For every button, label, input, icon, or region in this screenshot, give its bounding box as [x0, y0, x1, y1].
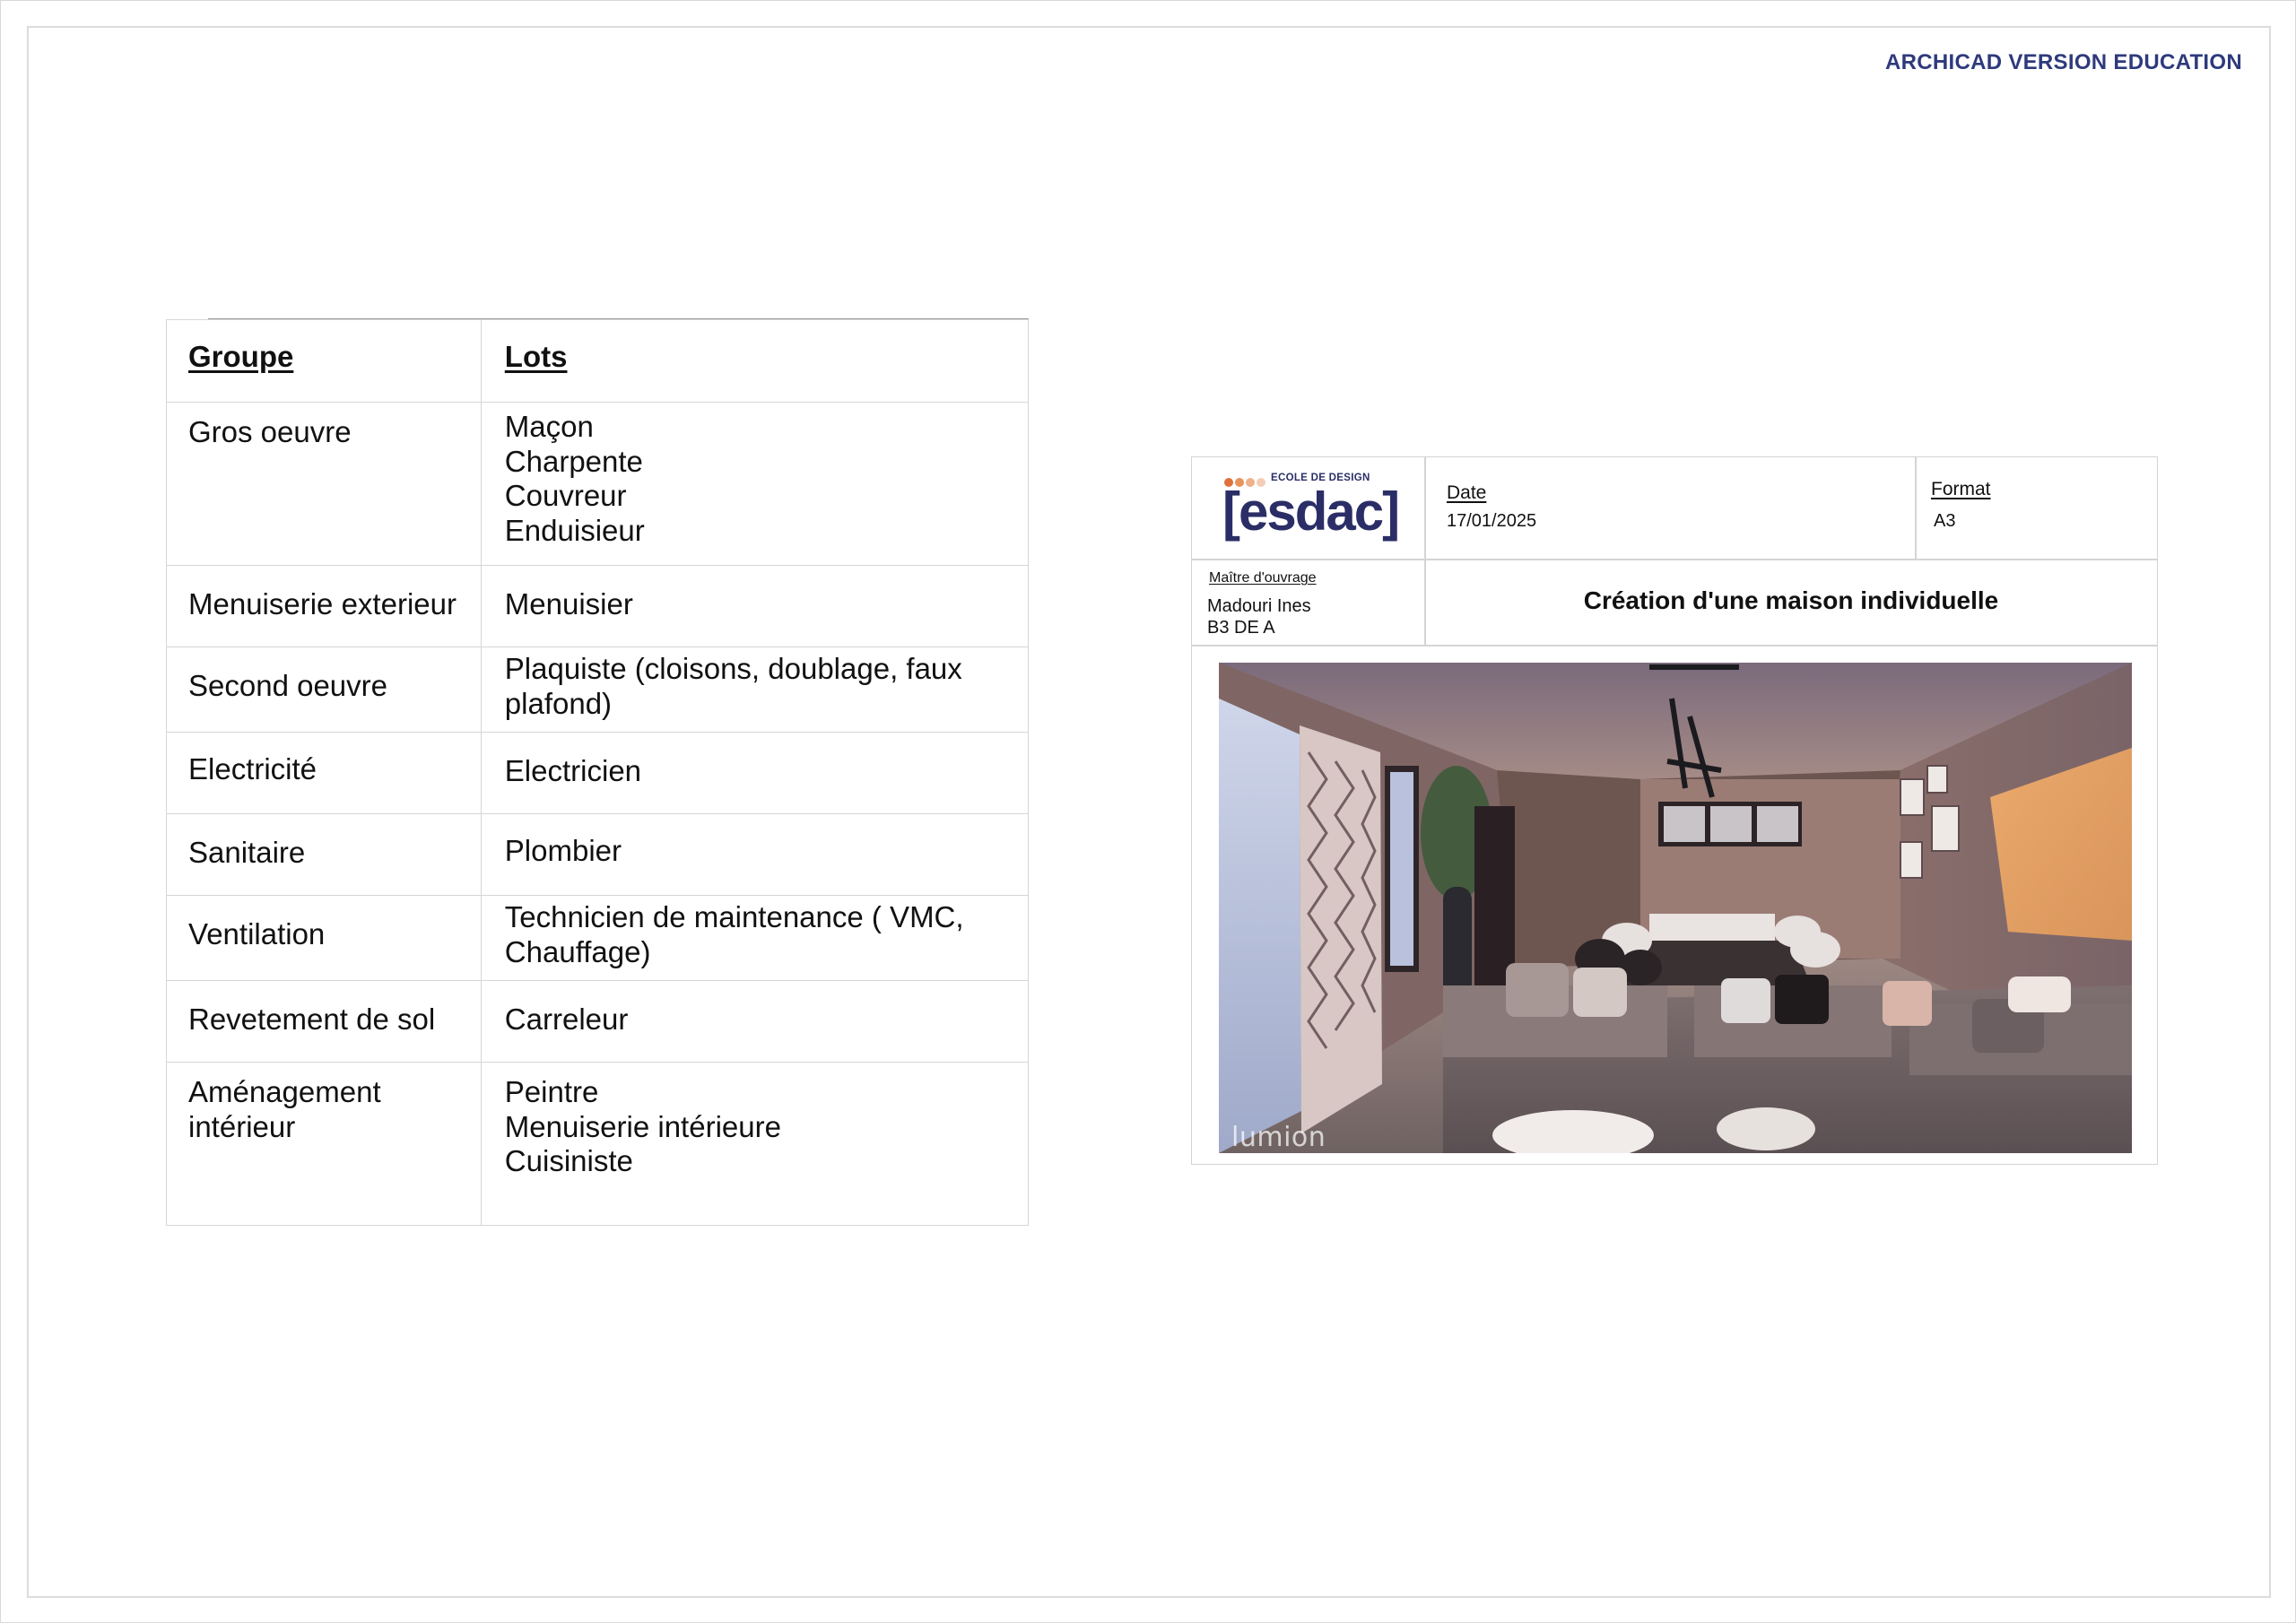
groupe-cell: Revetement de sol: [167, 981, 482, 1063]
groupe-cell: Electricité: [167, 733, 482, 814]
table-row: [167, 814, 1029, 896]
groupe-cell: Second oeuvre: [167, 647, 482, 733]
date-value: 17/01/2025: [1447, 511, 1537, 531]
table-row: [167, 896, 1029, 981]
format-value: A3: [1934, 511, 1956, 531]
divider: [1192, 645, 2157, 647]
groupe-cell: Aménagement intérieur: [167, 1063, 482, 1226]
title-block: [1191, 456, 2158, 1165]
divider: [1915, 457, 1917, 559]
divider: [1424, 457, 1426, 645]
divider: [1192, 559, 2157, 560]
table-row: [167, 647, 1029, 733]
owner-class: B3 DE A: [1207, 618, 1275, 638]
lots-table: [166, 319, 1029, 1226]
owner-label: Maître d'ouvrage: [1209, 570, 1317, 586]
lots-cell: Maçon Charpente Couvreur Enduisieur: [481, 403, 1028, 566]
render-illustration: [1219, 663, 2132, 1153]
lots-cell: Peintre Menuiserie intérieure Cuisiniste: [481, 1063, 1028, 1226]
lots-cell: Menuisier: [481, 566, 1028, 647]
lots-cell: Technicien de maintenance ( VMC, Chauffage): [481, 896, 1028, 981]
logo-tagline: ECOLE DE DESIGN: [1271, 473, 1370, 483]
table-row: [167, 1063, 1029, 1226]
header-groupe: Groupe: [167, 320, 482, 403]
groupe-cell: Menuiserie exterieur: [167, 566, 482, 647]
header-lots: Lots: [481, 320, 1028, 403]
owner-name: Madouri Ines: [1207, 596, 1311, 616]
table-row: [167, 733, 1029, 814]
esdac-logo: [1222, 468, 1399, 549]
lots-cell: Carreleur: [481, 981, 1028, 1063]
lots-cell: Plaquiste (cloisons, doublage, faux plafond): [481, 647, 1028, 733]
lumion-watermark: lumion: [1231, 1122, 1326, 1153]
interior-render-image: [1219, 663, 2132, 1153]
table-header-row: [167, 320, 1029, 403]
format-label: Format: [1931, 479, 1991, 499]
lots-cell: Electricien: [481, 733, 1028, 814]
lots-cell: Plombier: [481, 814, 1028, 896]
groupe-cell: Sanitaire: [167, 814, 482, 896]
groupe-cell: Gros oeuvre: [167, 403, 482, 566]
archicad-watermark: ARCHICAD VERSION EDUCATION: [1884, 50, 2242, 74]
table-row: [167, 403, 1029, 566]
date-label: Date: [1447, 482, 1487, 503]
table-row: [167, 566, 1029, 647]
groupe-cell: Ventilation: [167, 896, 482, 981]
project-title: Création d'une maison individuelle: [1583, 586, 1999, 614]
logo-wordmark: [esdac]: [1222, 482, 1399, 542]
table-row: [167, 981, 1029, 1063]
